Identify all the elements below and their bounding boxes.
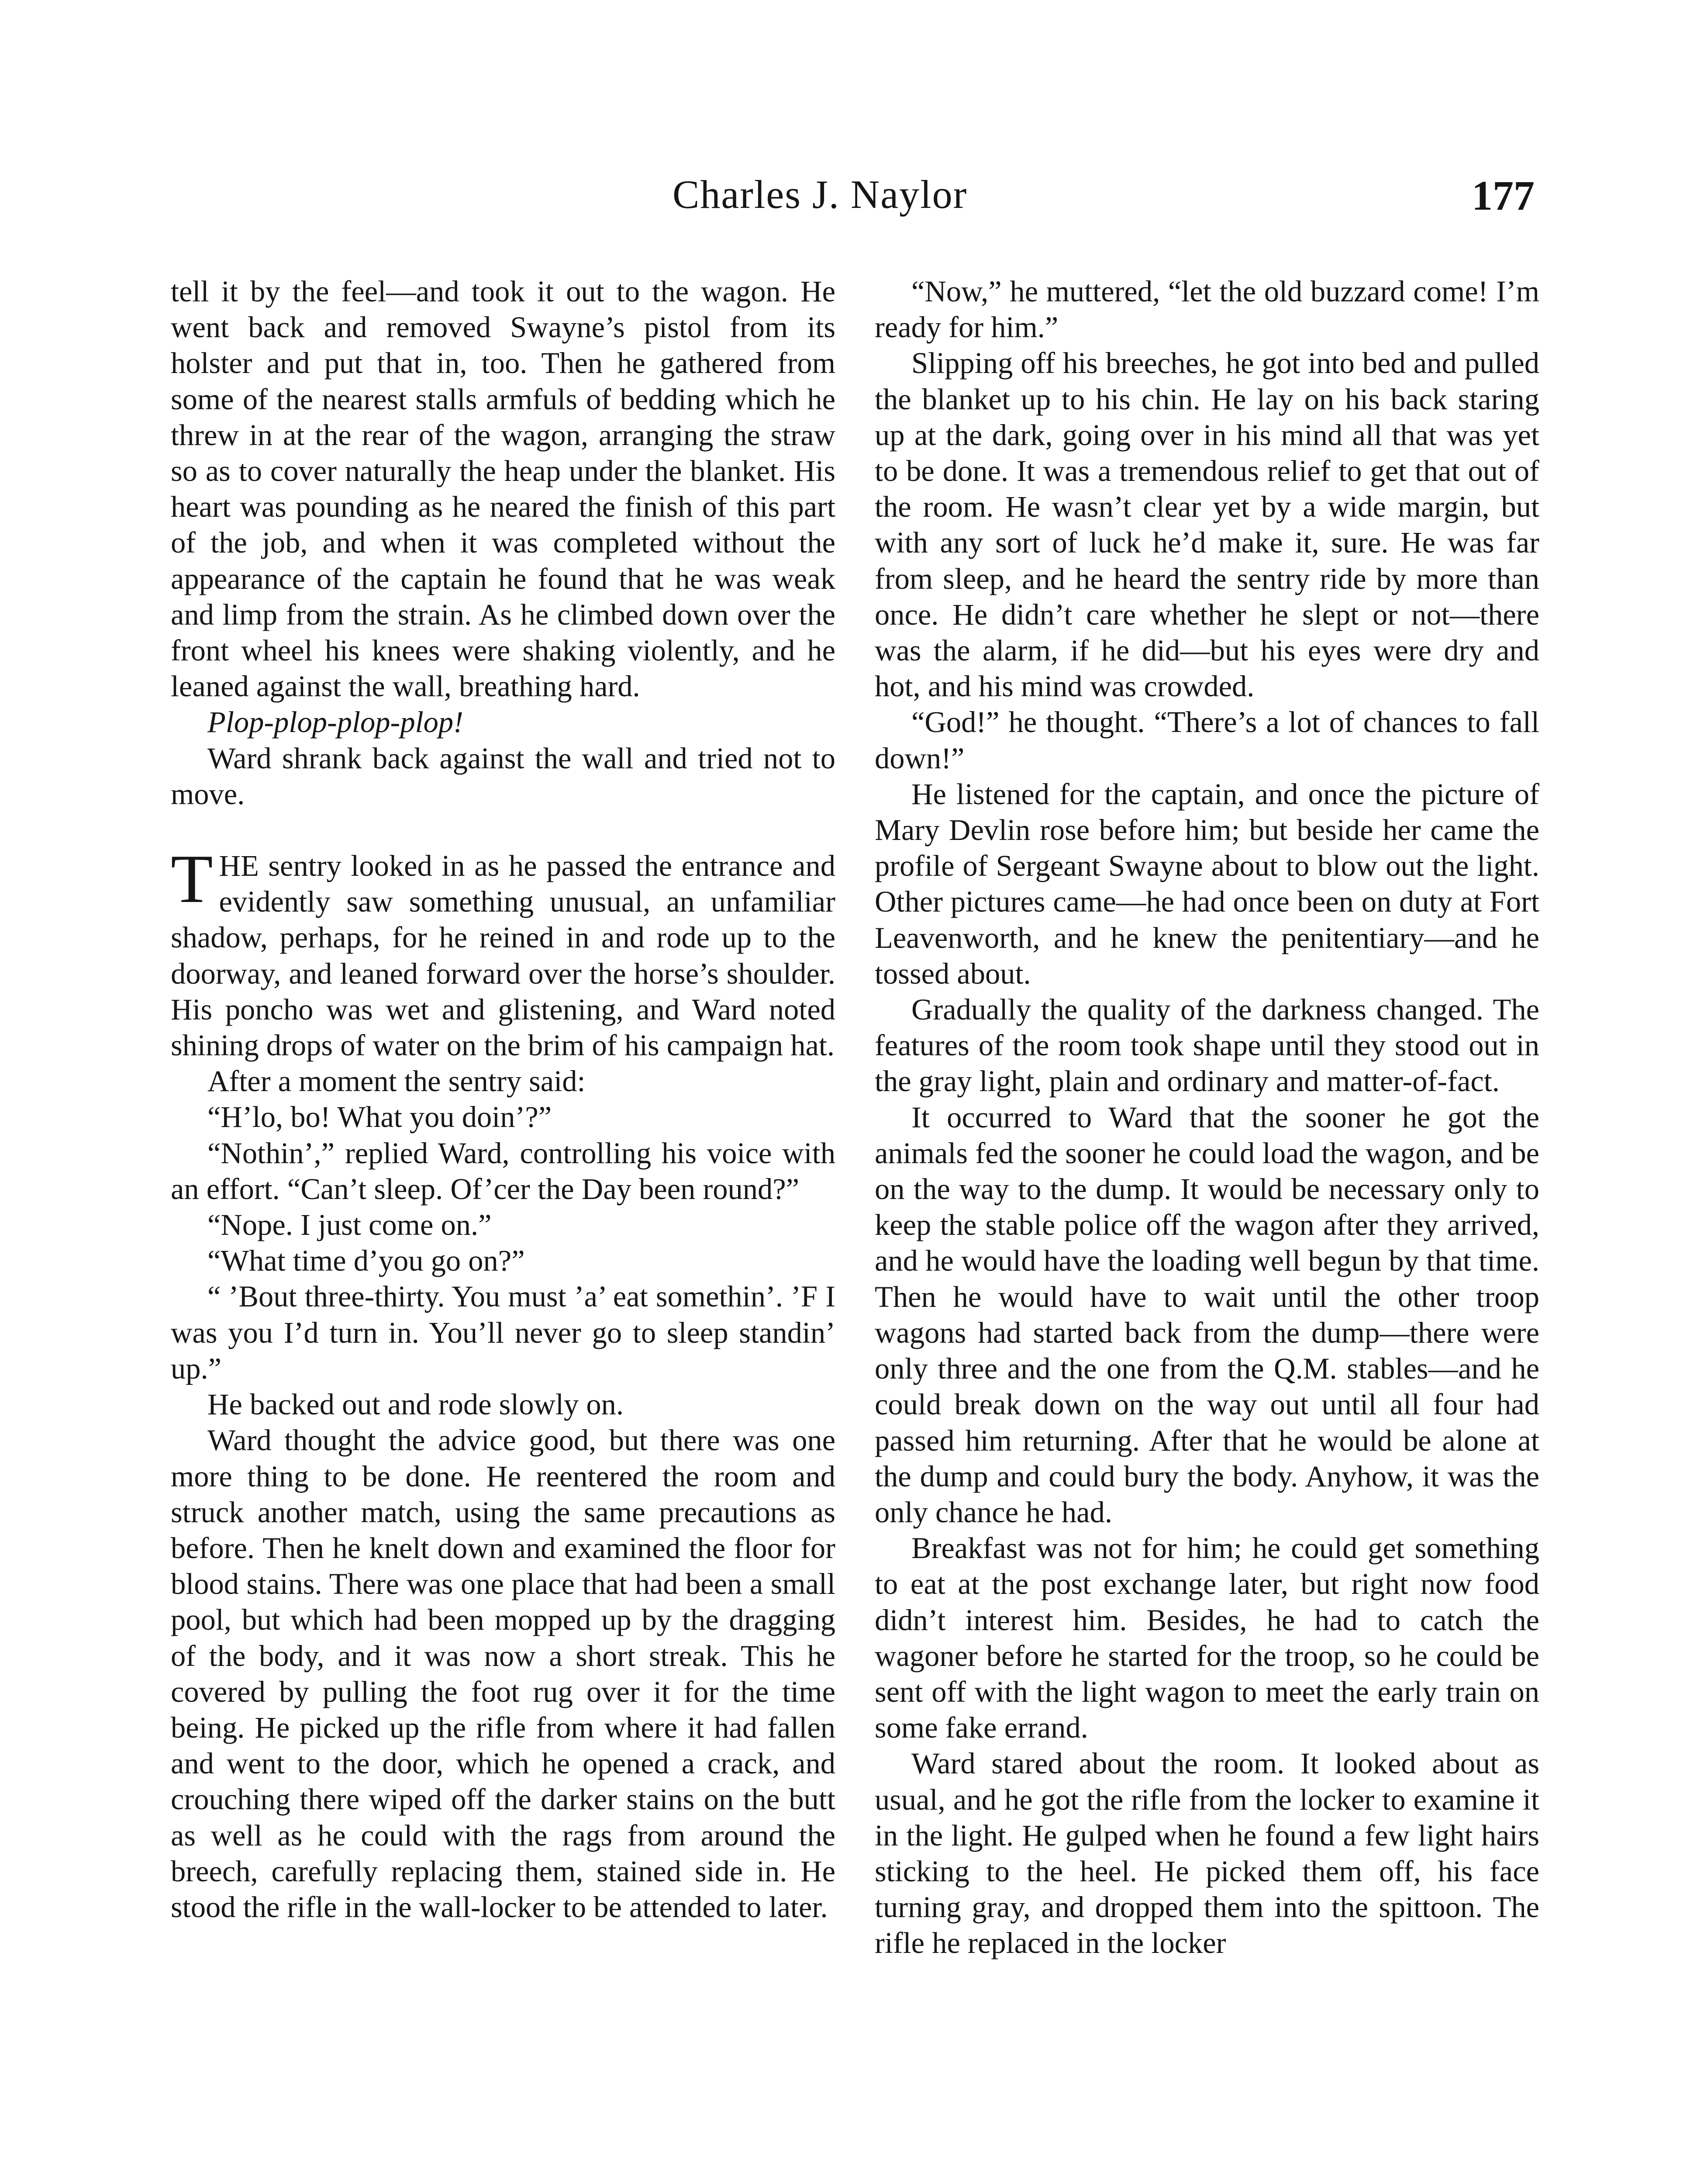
paragraph: “Now,” he muttered, “let the old buzzard come! I’m ready for him.” (875, 275, 1539, 344)
paragraph: He backed out and rode slowly on. (207, 1388, 624, 1421)
drop-cap: T (171, 841, 213, 918)
paragraph: “Nothin’,” replied Ward, controlling his voice with an effort. “Can’t sleep. Of’cer the Day been round?” (171, 1136, 835, 1206)
paragraph: Ward shrank back against the wall and tried not to move. (171, 741, 835, 811)
page-header (0, 171, 1697, 241)
paragraph: “God!” he thought. “There’s a lot of chances to fall down!” (875, 705, 1539, 775)
paragraph: Slipping off his breeches, he got into bed and pulled the blanket up to his chin. He lay on his back staring up at the dark, going over in his mind all that was yet to be done. It was a tremendous relief to get that out of the room. He wasn’t clear yet by a wide margin, but with any sort of luck he’d make it, sure. He was far from sleep, and he heard the sentry ride by more than once. He didn’t care whether he slept or not—there was the alarm, if he did—but his eyes were dry and hot, and his mind was crowded. (875, 346, 1539, 703)
paragraph: After a moment the sentry said: (207, 1064, 586, 1098)
paragraph: Breakfast was not for him; he could get something to eat at the post exchange later, but right now food didn’t interest him. Besides, he had to catch the wagoner before he started for the troop, so he could be sent off with the light wagon to meet the early train on some fake errand. (875, 1531, 1539, 1745)
paragraph: Ward stared about the room. It looked about as usual, and he got the rifle from the locker to examine it in the light. He gulped when he found a few light hairs sticking to the heel. He picked them off, his face turning gray, and dropped them into the spittoon. The rifle he replaced in the locker (875, 1747, 1539, 1960)
paragraph: “ ’Bout three-thirty. You must ’a’ eat somethin’. ’F I was you I’d turn in. You’ll never go to sleep standin’ up.” (171, 1280, 835, 1385)
left-column (171, 273, 835, 1925)
running-head: Charles J. Naylor (673, 172, 968, 217)
paragraph: Ward thought the advice good, but there was one more thing to be done. He reentered the room and struck another match, using the same precautions as before. Then he knelt down and examined the floor for blood stains. There was one place that had been a small pool, but which had been mopped up by the dragging of the body, and it was now a short streak. This he covered by pulling the foot rug over it for the time being. He picked up the rifle from where it had fallen and went to the door, which he opened a crack, and crouching there wiped off the darker stains on the butt as well as he could with the rags from around the breech, carefully replacing them, stained side in. He stood the rifle in the wall-locker to be attended to later. (171, 1424, 835, 1924)
section-opening-text: HE sentry looked in as he passed the entrance and evidently saw something unusual, an unfamiliar shadow, perhaps, for he reined in and rode up to the doorway, and leaned forward over the horse’s shoulder. His poncho was wet and glistening, and Ward noted shining drops of water on the brim of his campaign hat. (171, 849, 835, 1062)
paragraph: “H’lo, bo! What you doin’?” (207, 1100, 552, 1134)
section-opening-paragraph (171, 841, 835, 1063)
paragraph: “Nope. I just come on.” (207, 1208, 492, 1242)
right-column (875, 273, 1539, 1961)
paragraph: It occurred to Ward that the sooner he got the animals fed the sooner he could load the wagon, and be on the way to the dump. It would be necessary only to keep the stable police off the wagon after they arrived, and he would have the loading well begun by that time. Then he would have to wait until the other troop wagons had started back from the dump—there were only three and the one from the Q.M. stables—and he could break down on the way out until all four had passed him returning. After that he would be alone at the dump and could bury the body. Anyhow, it was the only chance he had. (875, 1100, 1539, 1529)
paragraph: tell it by the feel—and took it out to the wagon. He went back and removed Swayne’s pistol from its holster and put that in, too. Then he gathered from some of the nearest stalls armfuls of bedding which he threw in at the rear of the wagon, arranging the straw so as to cover naturally the heap under the blanket. His heart was pounding as he neared the finish of this part of the job, and when it was completed without the appearance of the captain he found that he was weak and limp from the strain. As he climbed down over the front wheel his knees were shaking violently, and he leaned against the wall, breathing hard. (171, 275, 835, 703)
paragraph: Gradually the quality of the darkness changed. The features of the room took shape until they stood out in the gray light, plain and ordinary and matter-of-fact. (875, 993, 1539, 1098)
page-number: 177 (1472, 172, 1535, 219)
paragraph: “What time d’you go on?” (207, 1244, 525, 1278)
paragraph-sound-effect: Plop-plop-plop-plop! (207, 705, 463, 739)
paragraph: He listened for the captain, and once the picture of Mary Devlin rose before him; but beside her came the profile of Sergeant Swayne about to blow out the light. Other pictures came—he had once been on duty at Fort Leavenworth, and he knew the penitentiary—and he tossed about. (875, 777, 1539, 990)
